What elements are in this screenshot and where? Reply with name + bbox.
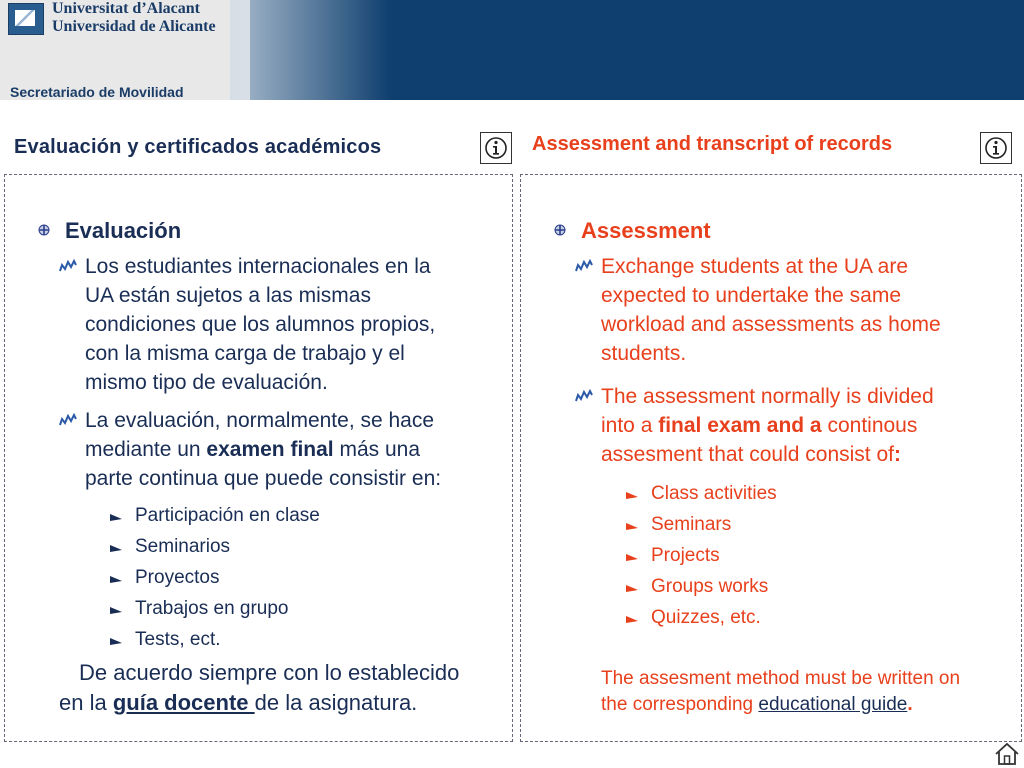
text-line: mismo tipo de evaluación. bbox=[85, 371, 328, 394]
text-line: condiciones que los alumnos propios, bbox=[85, 313, 436, 336]
list-item: Seminars bbox=[651, 514, 732, 535]
left-paragraph-2 bbox=[85, 406, 441, 493]
text-line: UA están sujetos a las mismas bbox=[85, 284, 371, 307]
right-paragraph-2 bbox=[601, 382, 934, 469]
wave-bullet-icon bbox=[59, 259, 77, 273]
english-content-panel bbox=[520, 174, 1022, 742]
university-name-es: Universidad de Alicante bbox=[52, 18, 216, 35]
info-button-right[interactable] bbox=[980, 132, 1012, 164]
educational-guide-link[interactable]: educational guide bbox=[758, 694, 908, 715]
arrow-bullet-icon bbox=[625, 615, 639, 625]
text-line: La evaluación, normalmente, se hace bbox=[85, 409, 435, 432]
right-paragraph-1 bbox=[601, 252, 941, 368]
spanish-content-panel bbox=[4, 174, 513, 742]
header-banner bbox=[0, 0, 1024, 100]
bold-text: final exam and a bbox=[658, 414, 822, 437]
text-line: The assesment method must be written on bbox=[601, 668, 961, 689]
arrow-bullet-icon bbox=[625, 553, 639, 563]
text-fragment: the corresponding bbox=[601, 694, 759, 715]
text-line: expected to undertake the same bbox=[601, 284, 902, 307]
arrow-bullet-icon bbox=[625, 522, 639, 532]
left-title: Evaluación y certificados académicos bbox=[14, 136, 382, 158]
left-heading: Evaluación bbox=[65, 218, 182, 243]
arrow-bullet-icon bbox=[109, 575, 123, 585]
left-footer-note bbox=[59, 658, 459, 718]
text-line: con la misma carga de trabajo y el bbox=[85, 342, 405, 365]
list-item: Seminarios bbox=[135, 536, 231, 557]
info-button-left[interactable] bbox=[480, 132, 512, 164]
text-line: Exchange students at the UA are bbox=[601, 255, 909, 278]
arrow-bullet-icon bbox=[625, 491, 639, 501]
arrow-bullet-icon bbox=[109, 637, 123, 647]
list-item: Class activities bbox=[651, 483, 777, 504]
list-item: Tests, ect. bbox=[135, 629, 221, 650]
bold-text: : bbox=[894, 443, 901, 466]
wave-bullet-icon bbox=[575, 259, 593, 273]
text-fragment: into a bbox=[601, 414, 659, 437]
info-icon bbox=[984, 136, 1008, 160]
text-fragment: assesment that could consist of bbox=[601, 443, 894, 466]
text-line bbox=[601, 692, 960, 718]
wave-bullet-icon bbox=[575, 389, 593, 403]
text-fragment: mediante un bbox=[85, 438, 207, 461]
text-line: The assessment normally is divided bbox=[601, 385, 934, 408]
arrow-bullet-icon bbox=[625, 584, 639, 594]
guia-docente-link[interactable]: guía docente bbox=[112, 690, 255, 715]
university-name-ca: Universitat d’Alacant bbox=[52, 0, 200, 17]
text-line: Los estudiantes internacionales en la bbox=[85, 255, 431, 278]
bold-text: . bbox=[907, 694, 913, 715]
list-item: Groups works bbox=[651, 576, 769, 597]
bold-text: examen final bbox=[206, 438, 334, 461]
header-gradient bbox=[230, 0, 390, 100]
home-icon[interactable] bbox=[994, 742, 1020, 766]
list-item: Participación en clase bbox=[135, 505, 320, 526]
text-line bbox=[59, 688, 459, 718]
text-line bbox=[85, 435, 441, 464]
list-item: Projects bbox=[651, 545, 720, 566]
department-name: Secretariado de Movilidad bbox=[10, 84, 184, 100]
info-icon bbox=[484, 136, 508, 160]
text-line: parte continua que puede consistir en: bbox=[85, 467, 442, 490]
list-item: Quizzes, etc. bbox=[651, 607, 761, 628]
list-item: Proyectos bbox=[135, 567, 220, 588]
cross-bullet-icon bbox=[553, 223, 567, 237]
text-line: workload and assessments as home bbox=[601, 313, 941, 336]
right-title: Assessment and transcript of records bbox=[532, 133, 893, 155]
left-paragraph-1 bbox=[85, 252, 435, 397]
text-line: De acuerdo siempre con lo establecido bbox=[79, 660, 460, 685]
university-logo-icon bbox=[8, 3, 44, 35]
right-footer-note bbox=[601, 666, 960, 718]
list-item: Trabajos en grupo bbox=[135, 598, 289, 619]
text-fragment: continous bbox=[821, 414, 918, 437]
text-fragment: de la asignatura. bbox=[254, 690, 418, 715]
text-line: students. bbox=[601, 342, 687, 365]
cross-bullet-icon bbox=[37, 223, 51, 237]
text-fragment: más una bbox=[333, 438, 421, 461]
wave-bullet-icon bbox=[59, 413, 77, 427]
arrow-bullet-icon bbox=[109, 513, 123, 523]
text-fragment: en la bbox=[59, 690, 113, 715]
text-line bbox=[601, 440, 934, 469]
arrow-bullet-icon bbox=[109, 606, 123, 616]
right-heading: Assessment bbox=[581, 218, 711, 243]
text-line bbox=[601, 411, 934, 440]
arrow-bullet-icon bbox=[109, 544, 123, 554]
